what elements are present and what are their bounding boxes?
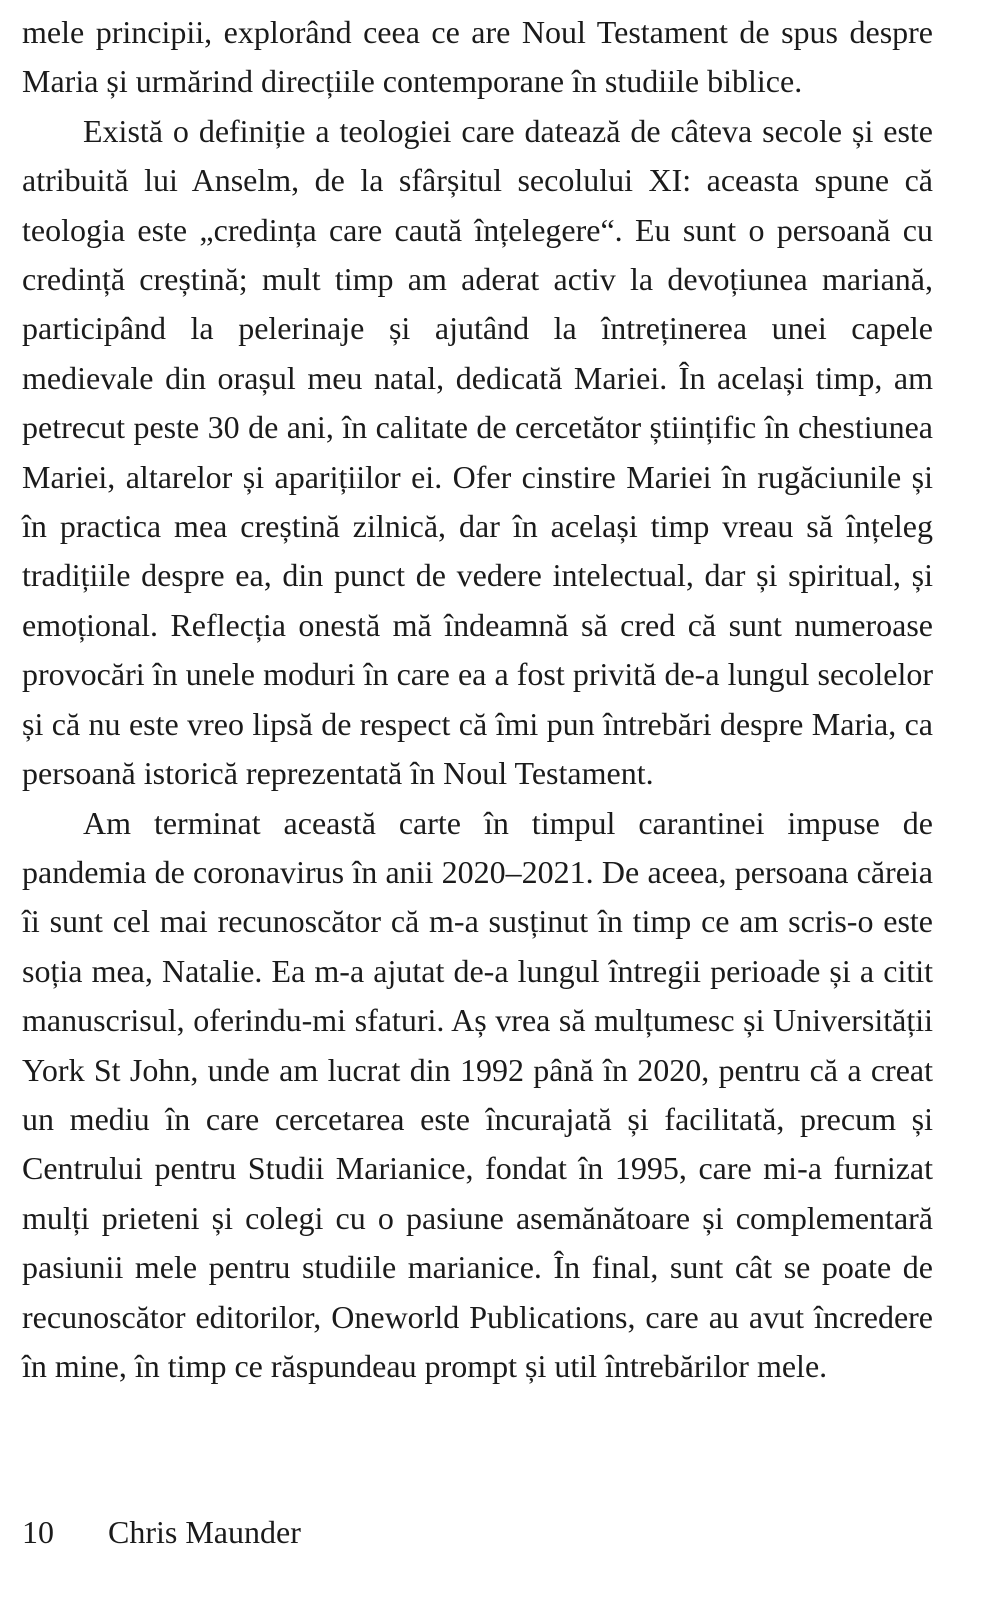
page-footer <box>22 1512 301 1552</box>
paragraph-acknowledgements: Am terminat această carte în timpul carantinei impuse de pandemia de coronavirus în anii 2020–2021. De aceea, persoana căreia îi sunt cel mai recunoscător că m-a susținut în timp ce am scris-o este soția mea, Natalie. Ea m-a ajutat de-a lungul întregii perioade și a citit manuscrisul, oferindu-mi sfaturi. Aș vrea să mulțumesc și Universității York St John, unde am lucrat din 1992 până în 2020, pentru că a creat un mediu în care cercetarea este încurajată și facilitată, precum și Centrului pentru Studii Marianice, fondat în 1995, care mi-a furnizat mulți prieteni și colegi cu o pasiune asemănătoare și complementară pasiunii mele pentru studiile marianice. În final, sunt cât se poate de recunoscător editorilor, Oneworld Publications, care au avut încredere în mine, în timp ce răspundeau prompt și util întrebărilor mele. <box>22 804 933 1384</box>
body-text <box>22 8 933 1391</box>
paragraph-continuation: mele principii, explorând ceea ce are Noul Testament de spus despre Maria și urmărind direcțiile contemporane în studiile biblice. <box>22 14 933 100</box>
paragraph-theology-definition: Există o definiție a teologiei care datează de câteva secole și este atribuită lui Anselm, de la sfârșitul secolului XI: aceasta spune că teologia este „credința care caută înțelegere“. Eu sunt o persoană cu credință creștină; mult timp am aderat activ la devoțiunea mariană, participând la pelerinaje și ajutând la întreținerea unei capele medievale din orașul meu natal, dedicată Mariei. În același timp, am petrecut peste 30 de ani, în calitate de cercetător științific în chestiunea Mariei, altarelor și aparițiilor ei. Ofer cinstire Mariei în rugăciunile și în practica mea creștină zilnică, dar în același timp vreau să înțeleg tradițiile despre ea, din punct de vedere intelectual, dar și spiritual, și emoțional. Reflecția onestă mă îndeamnă să cred că sunt numeroase provocări în unele moduri în care ea a fost privită de-a lungul secolelor și că nu este vreo lipsă de respect că îmi pun întrebări despre Maria, ca persoană istorică reprezentată în Noul Testament. <box>22 112 933 792</box>
page-number: 10 <box>22 1514 54 1550</box>
running-footer-author: Chris Maunder <box>108 1514 301 1550</box>
